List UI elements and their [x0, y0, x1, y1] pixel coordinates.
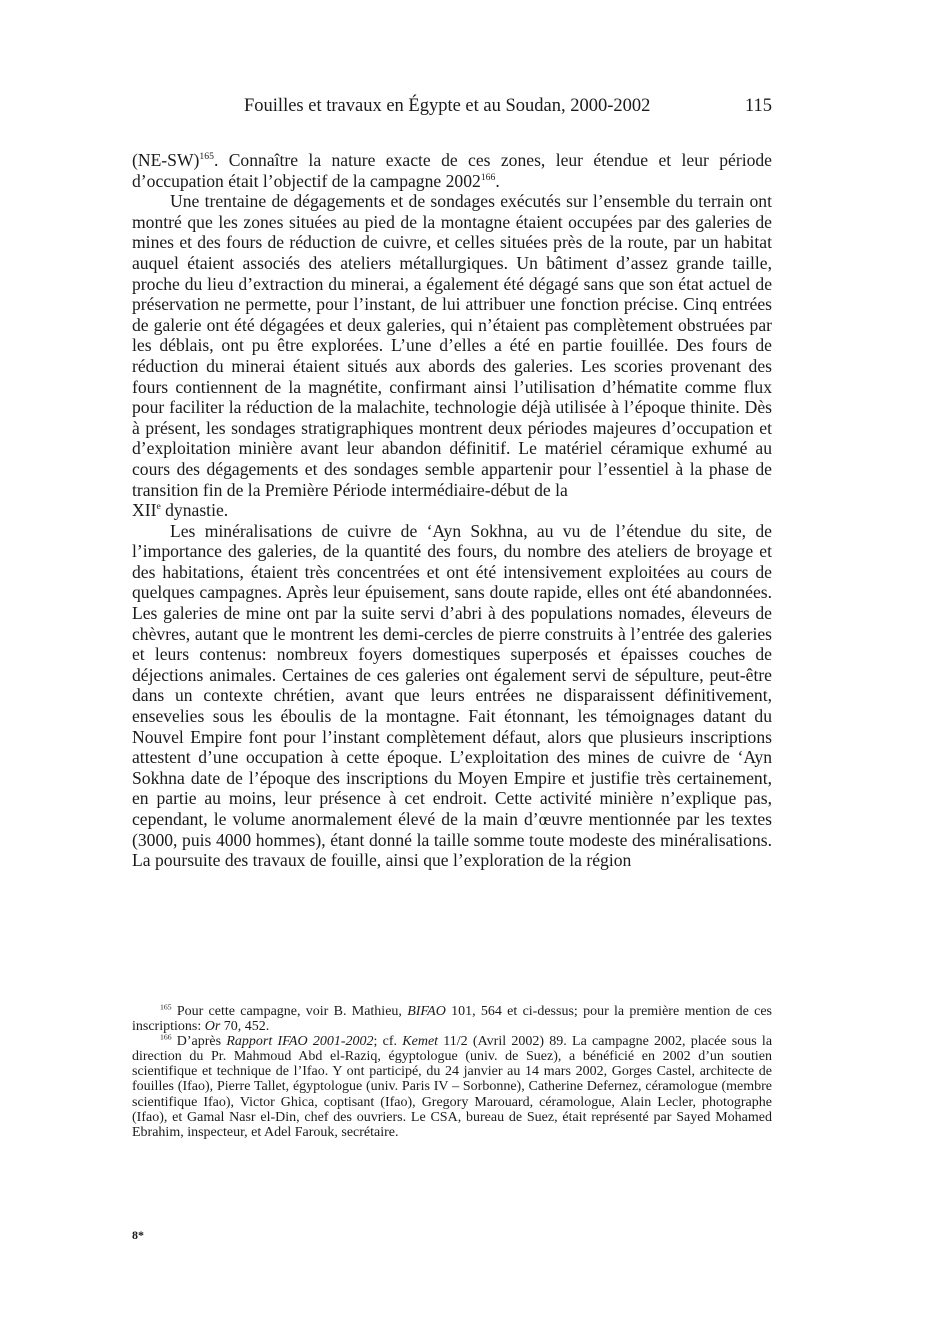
footnote-165: [132, 1004, 772, 1034]
text-run: .: [495, 170, 500, 191]
text-run: D’après: [171, 1034, 227, 1050]
signature-mark: 8*: [132, 1228, 144, 1242]
paragraph-2-end: [132, 500, 772, 521]
text-run: ; cf.: [373, 1034, 403, 1050]
main-text: [132, 150, 772, 871]
ordinal-suffix: e: [156, 501, 161, 513]
text-run: (NE-SW): [132, 150, 200, 170]
text-run: . Connaître la nature exacte de ces zones, leur étendue et leur période d’occupation était l’objectif de la campagne 2002: [132, 150, 772, 191]
text-run: Les minéralisations de cuivre de ‘Ayn Sokhna, au vu de l’étendue du site, de l’importance des galeries, de la quantité des fours, du nombre des ateliers de broyage et des habitations, étaient très concentrées et ont été intensivement exploitées au cours de quelques campagnes. Après leur épuisement, sans doute rapide, elles ont été abandonnées. Les galeries de mine ont par la suite servi d’abri à des populations nomades, éleveurs de chèvres, autant que le montrent les demi-cercles de pierre construits à l’entrée des galeries et leurs contenus: nombreux foyers domestiques superposés et épaisses couches de déjections animales. Certaines de ces galeries ont également servi de sépulture, peut-être dans un contexte chrétien, avant que leurs entrées ne disparaissent définitivement, ensevelies sous les éboulis de la montagne. Fait étonnant, les témoignages datant du Nouvel Empire font pour l’instant complètement défaut, alors que plusieurs inscriptions attestent d’une occupation à cette époque. L’exploitation des mines de cuivre de ‘Ayn Sokhna date de l’époque des inscriptions du Moyen Empire et justifie très certainement, en partie au moins, leur présence à cet endroit. Cette activité minière n’explique pas, cependant, le volume anormalement élevé de la main d’œuvre mentionnée par les textes (3000, puis 4000 hommes), étant donné la taille somme toute modeste des minéralisations. La poursuite des travaux de fouille, ainsi que l’exploration de la région: [132, 520, 772, 871]
text-run: 70, 452.: [220, 1019, 270, 1035]
text-run: 11/2 (Avril 2002) 89. La campagne 2002, placée sous la direction du Pr. Mahmoud Abd el-Raziq, égyptologue (univ. de Suez), a bénéficié en 2002 d’un soutien scientifique et technique de l’Ifao. Y ont participé, du 24 janvier au 14 mars 2002, Gorges Castel, architecte de fouilles (Ifao), Pierre Tallet, égyptologue (univ. Paris IV – Sorbonne), Catherine Defernez, céramologue (membre scientifique Ifao), Victor Ghica, coptisant (Ifao), Gregory Marouard, céramologue, Alain Lecler, photographe (Ifao), et Gamal Nasr el-Din, chef des ouvriers. Le CSA, bureau de Suez, était représenté par Sayed Mohamed Ebrahim, inspecteur, et Adel Farouk, secrétaire.: [132, 1034, 773, 1140]
journal-title: Kemet: [402, 1034, 439, 1050]
text-run: 101, 564 et ci-dessus; pour la première mention de ces inscriptions:: [132, 1004, 772, 1035]
text-run: dynastie.: [160, 500, 229, 521]
report-title: Rapport IFAO 2001-2002: [226, 1034, 374, 1050]
paragraph-2: [132, 191, 772, 500]
text-run: XII: [132, 500, 157, 521]
footnote-ref-165: 165: [199, 151, 214, 163]
footnote-number: 166: [160, 1032, 172, 1042]
text-run: Pour cette campagne, voir B. Mathieu,: [171, 1004, 408, 1019]
footnotes: [132, 1004, 772, 1140]
journal-title: Or: [204, 1019, 221, 1035]
text-run: Une trentaine de dégagements et de sondages exécutés sur l’ensemble du terrain ont montré que les zones situées au pied de la montagne étaient occupées par des galeries de mines et des fours de réduction de cuivre, et celles situées près de la route, par un habitat auquel étaient associés des ateliers métallurgiques. Un bâtiment d’assez grande taille, proche du lieu d’extraction du minerai, a également été dégagé sans que son état actuel de préservation ne permette, pour l’instant, de lui attribuer une fonction précise. Cinq entrées de galerie ont été dégagées et deux galeries, qui n’étaient pas complètement obstruées par les déblais, ont pu être explorées. L’une d’elles a été en partie fouillée. Des fours de réduction du minerai étaient situés aux abords des galeries. Les scories provenant des fours contiennent de la magnétite, confirmant ainsi l’utilisation d’hématite comme flux pour faciliter la réduction de la malachite, technologie déjà utilisée à l’époque thinite. Dès à présent, les sondages stratigraphiques montrent deux périodes majeures d’occupation et d’exploitation minière avant leur abandon définitif. Le matériel céramique exhumé au cours des dégagements et des sondages semble appartenir pour l’essentiel à la phase de transition fin de la Première Période intermédiaire-début de la: [132, 191, 772, 500]
page-number: 115: [744, 96, 772, 116]
footnote-166: [132, 1034, 772, 1140]
footnote-number: 165: [160, 1002, 172, 1012]
footnote-ref-166: 166: [480, 171, 496, 183]
paragraph-1: [132, 150, 772, 191]
paragraph-3: [132, 521, 772, 871]
running-header: [132, 96, 772, 122]
running-title: Fouilles et travaux en Égypte et au Soudan, 2000-2002: [244, 96, 651, 116]
journal-title: BIFAO: [407, 1004, 446, 1019]
